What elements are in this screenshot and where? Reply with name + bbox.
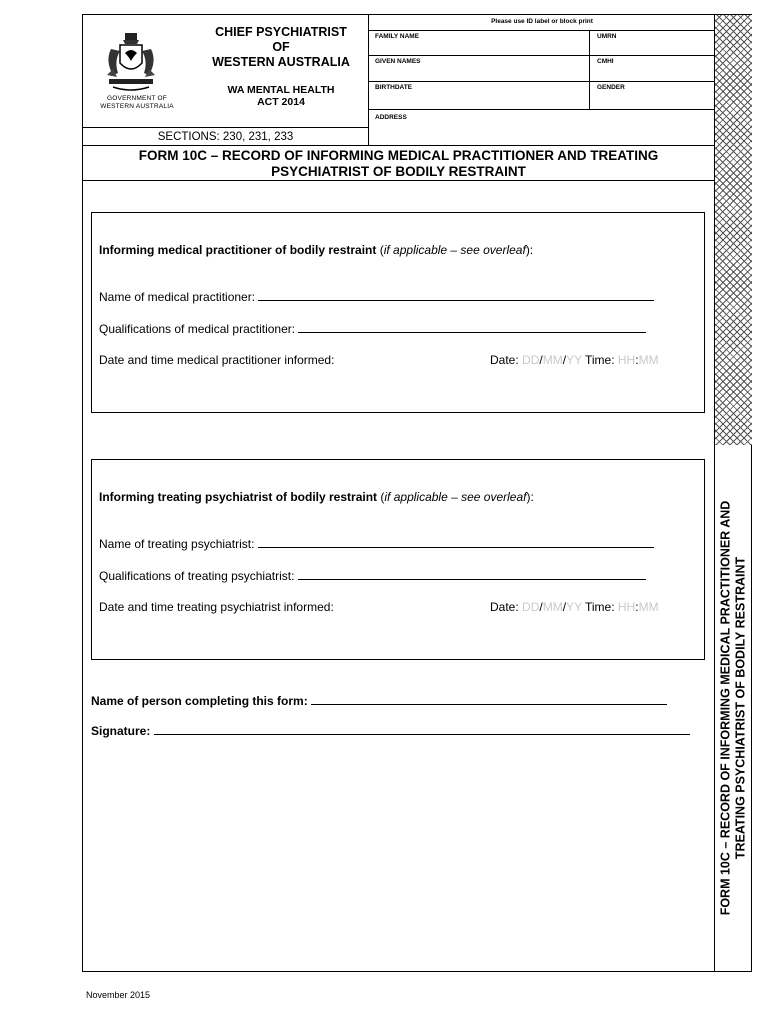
patient-id-box [368, 15, 715, 145]
title-line-2: OF [272, 40, 290, 54]
sections-label: SECTIONS: 230, 231, 233 [83, 127, 368, 146]
medical-practitioner-datetime-label: Date and time medical practitioner informed: [99, 353, 335, 367]
section-treating-psychiatrist [91, 459, 705, 660]
given-names-field[interactable]: GIVEN NAMES [375, 58, 421, 65]
footer-date: November 2015 [86, 990, 151, 1000]
treating-psychiatrist-qual-input[interactable] [298, 568, 646, 580]
form-sheet [82, 14, 752, 972]
medical-practitioner-name-input[interactable] [258, 289, 654, 301]
treating-psychiatrist-name-row [99, 536, 654, 551]
birthdate-field[interactable]: BIRTHDATE [375, 84, 413, 91]
gov-label-line-2: WESTERN AUSTRALIA [100, 103, 174, 110]
side-title-line-1: FORM 10C – RECORD OF INFORMING MEDICAL PRACTITIONER AND [718, 500, 732, 916]
umrn-field[interactable]: UMRN [597, 33, 617, 40]
id-box-divider [589, 30, 590, 109]
section-2-heading: Informing treating psychiatrist of bodily restraint (if applicable – see overleaf): [99, 490, 534, 504]
id-row-address [369, 109, 715, 146]
treating-psychiatrist-name-input[interactable] [258, 536, 654, 548]
signature-input[interactable] [154, 723, 690, 735]
medical-practitioner-datetime-input[interactable]: Date: DD/MM/YY Time: HH:MM [490, 353, 659, 367]
section-medical-practitioner [91, 212, 705, 413]
family-name-field[interactable]: FAMILY NAME [375, 33, 420, 40]
cmhi-field[interactable]: CMHI [597, 58, 614, 65]
government-label [87, 95, 187, 111]
hatched-pattern [715, 15, 752, 445]
section-1-heading: Informing medical practitioner of bodily restraint (if applicable – see overleaf): [99, 243, 534, 257]
gov-label-line-1: GOVERNMENT OF [107, 95, 167, 102]
medical-practitioner-qual-row [99, 321, 646, 336]
treating-psychiatrist-qual-label: Qualifications of treating psychiatrist: [99, 569, 295, 583]
form-title [83, 145, 714, 181]
treating-psychiatrist-name-label: Name of treating psychiatrist: [99, 537, 255, 551]
side-title-line-2: TREATING PSYCHIATRIST OF BODILY RESTRAINT [732, 556, 747, 860]
office-title [195, 25, 367, 108]
title-line-1: CHIEF PSYCHIATRIST [215, 25, 347, 39]
treating-psychiatrist-qual-row [99, 568, 646, 583]
side-title [714, 447, 751, 969]
completer-name-row [91, 693, 667, 708]
treating-psychiatrist-datetime-input[interactable]: Date: DD/MM/YY Time: HH:MM [490, 600, 659, 614]
address-field[interactable]: ADDRESS [375, 114, 407, 121]
form-title-line-1: FORM 10C – RECORD OF INFORMING MEDICAL PRACTITIONER AND TREATING [138, 148, 659, 163]
completer-name-input[interactable] [311, 693, 667, 705]
medical-practitioner-name-label: Name of medical practitioner: [99, 290, 256, 304]
id-row-birth [369, 81, 715, 110]
gender-field[interactable]: GENDER [597, 84, 625, 91]
medical-practitioner-qual-label: Qualifications of medical practitioner: [99, 322, 296, 336]
id-row-given [369, 55, 715, 82]
id-row-family [369, 30, 715, 56]
title-line-3: WESTERN AUSTRALIA [212, 55, 350, 69]
act-line-2: ACT 2014 [257, 96, 305, 108]
signature-label: Signature: [91, 724, 151, 738]
medical-practitioner-name-row [99, 289, 654, 304]
form-title-line-2: PSYCHIATRIST OF BODILY RESTRAINT [271, 164, 526, 179]
id-label-note: Please use ID label or block print [491, 18, 593, 25]
act-line-1: WA MENTAL HEALTH [227, 84, 335, 96]
form-header [83, 15, 714, 145]
treating-psychiatrist-datetime-label: Date and time treating psychiatrist informed: [99, 600, 334, 614]
medical-practitioner-qual-input[interactable] [298, 321, 646, 333]
completer-name-label: Name of person completing this form: [91, 694, 308, 708]
crest-cell [83, 15, 193, 127]
signature-row [91, 723, 690, 738]
wa-coat-of-arms-icon [101, 31, 161, 99]
